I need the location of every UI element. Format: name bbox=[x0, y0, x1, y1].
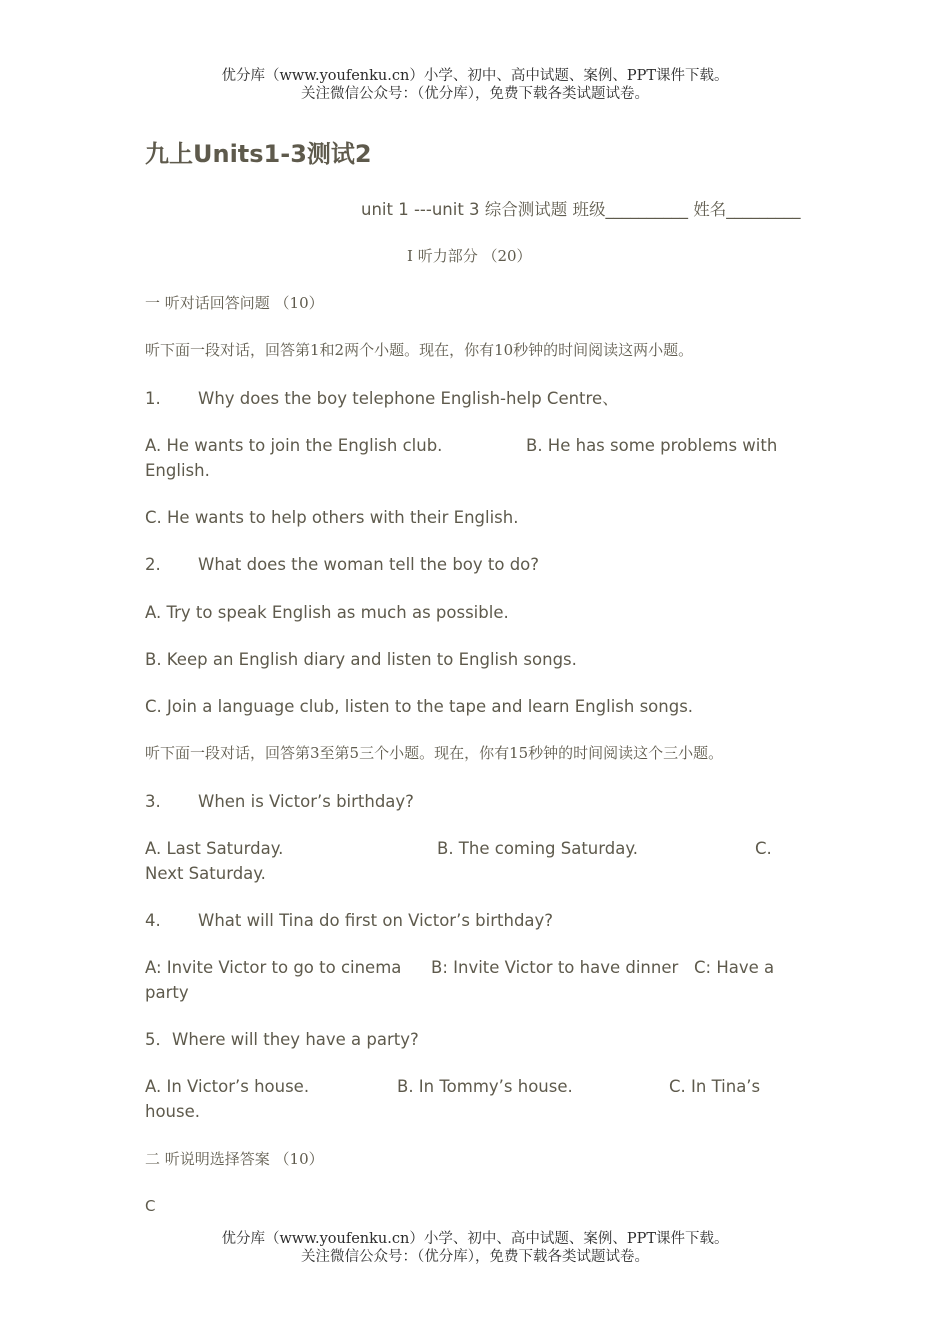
question-3 bbox=[145, 789, 414, 814]
footer-line-2: 关注微信公众号：（优分库），免费下载各类试题试卷。 bbox=[301, 1249, 649, 1265]
question-number: 2. bbox=[145, 555, 161, 574]
q3-option-c: C. bbox=[755, 839, 772, 858]
q1-option-c: C. He wants to help others with their English. bbox=[145, 508, 519, 527]
q4-option-c: C: Have a bbox=[694, 958, 775, 977]
header-line-2: 关注微信公众号：（优分库），免费下载各类试题试卷。 bbox=[301, 86, 649, 102]
q4-option-b: B: Invite Victor to have dinner bbox=[431, 958, 679, 977]
q4-option-a: A: Invite Victor to go to cinema bbox=[145, 958, 402, 977]
page-title: 九上Units1-3测试2 bbox=[145, 140, 372, 168]
q3-option-a: A. Last Saturday. bbox=[145, 839, 284, 858]
q1-option-b: B. He has some problems with bbox=[526, 436, 778, 455]
q2-option-b: B. Keep an English diary and listen to English songs. bbox=[145, 650, 577, 669]
question-text: What will Tina do first on Victor’s birthday? bbox=[198, 911, 554, 930]
question-text: When is Victor’s birthday? bbox=[198, 792, 414, 811]
q2-option-c: C. Join a language club, listen to the tape and learn English songs. bbox=[145, 697, 694, 716]
part-heading-2: 二 听说明选择答案 （10） bbox=[145, 1150, 324, 1168]
passage-label: C bbox=[145, 1197, 156, 1215]
q5-option-c-cont: house. bbox=[145, 1102, 201, 1121]
header-line-1: 优分库（www.youfenku.cn）小学、初中、高中试题、案例、PPT课件下载。 bbox=[221, 68, 729, 84]
question-text: Why does the boy telephone English-help Centre、 bbox=[198, 389, 619, 408]
question-number: 1. bbox=[145, 389, 161, 408]
question-number: 4. bbox=[145, 911, 161, 930]
part-heading-1: 一 听对话回答问题 （10） bbox=[145, 294, 324, 312]
instruction-2: 听下面一段对话，回答第3至第5三个小题。现在，你有15秒钟的时间阅读这个三小题。 bbox=[145, 744, 724, 762]
q1-option-a: A. He wants to join the English club. bbox=[145, 436, 443, 455]
q5-option-a: A. In Victor’s house. bbox=[145, 1077, 310, 1096]
footer-line-1: 优分库（www.youfenku.cn）小学、初中、高中试题、案例、PPT课件下载。 bbox=[221, 1231, 729, 1247]
q5-option-c: C. In Tina’s bbox=[669, 1077, 761, 1096]
question-text: What does the woman tell the boy to do? bbox=[198, 555, 540, 574]
q4-option-c-cont: party bbox=[145, 983, 189, 1002]
q5-option-b: B. In Tommy’s house. bbox=[397, 1077, 573, 1096]
question-1 bbox=[145, 386, 619, 411]
q2-option-a: A. Try to speak English as much as possible. bbox=[145, 603, 509, 622]
q1-option-b-cont: English. bbox=[145, 461, 210, 480]
question-number: 3. bbox=[145, 792, 161, 811]
q3-option-b: B. The coming Saturday. bbox=[437, 839, 638, 858]
question-2 bbox=[145, 552, 539, 577]
q3-option-c-cont: Next Saturday. bbox=[145, 864, 266, 883]
instruction-1: 听下面一段对话，回答第1和2两个小题。现在，你有10秒钟的时间阅读这两小题。 bbox=[145, 341, 694, 359]
question-4 bbox=[145, 908, 553, 933]
question-5: 5．Where will they have a party? bbox=[145, 1030, 419, 1049]
subtitle: unit 1 ---unit 3 综合测试题 班级__________ 姓名_________ bbox=[361, 200, 801, 219]
section-heading: Ⅰ 听力部分 （20） bbox=[407, 247, 532, 265]
